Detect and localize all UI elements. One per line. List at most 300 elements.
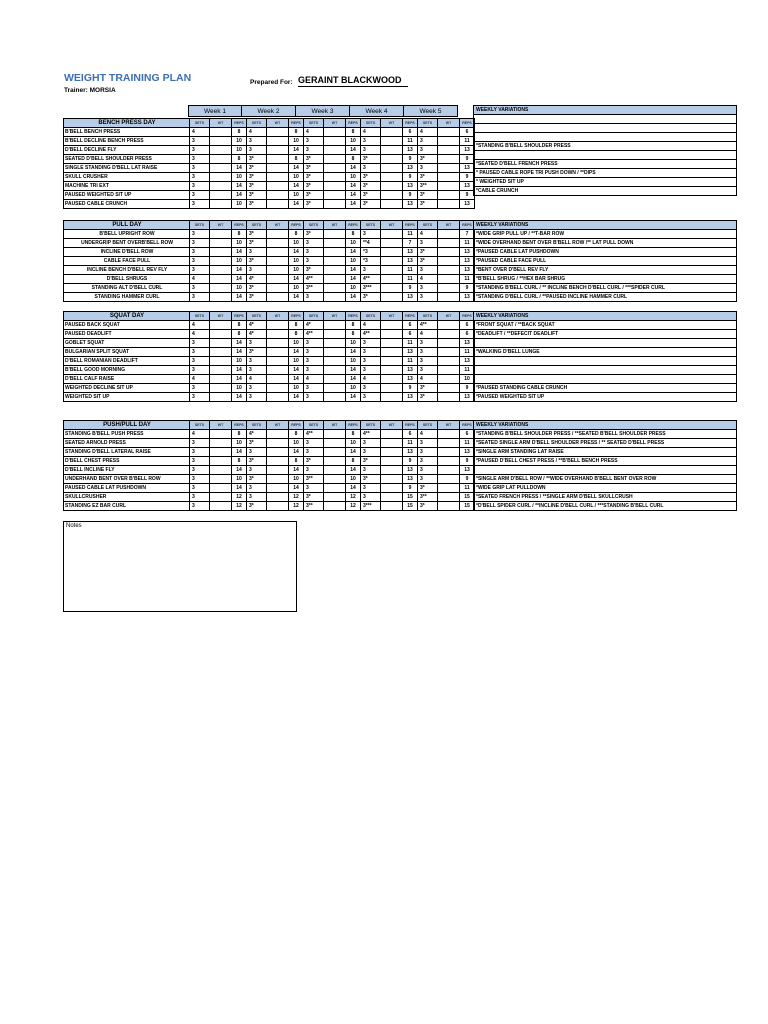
reps-cell[interactable]: 10: [289, 239, 304, 248]
sets-cell[interactable]: 3: [361, 439, 381, 448]
weight-cell[interactable]: [381, 484, 403, 493]
sets-cell[interactable]: 3: [361, 339, 381, 348]
weight-cell[interactable]: [381, 239, 403, 248]
weight-cell[interactable]: [381, 393, 403, 402]
reps-cell[interactable]: 8: [232, 128, 247, 137]
weight-cell[interactable]: [438, 128, 460, 137]
weight-cell[interactable]: [267, 375, 289, 384]
weight-cell[interactable]: [324, 137, 346, 146]
variation-cell[interactable]: *DEADLIFT / **DEFECIT DEADLIFT: [474, 330, 737, 339]
reps-cell[interactable]: 13: [460, 182, 475, 191]
weight-cell[interactable]: [210, 502, 232, 511]
sets-cell[interactable]: 3: [304, 137, 324, 146]
reps-cell[interactable]: 14: [346, 393, 361, 402]
variation-cell[interactable]: *SINGLE ARM D'BELL ROW / **WIDE OVERHAND B'BELL BENT OVER ROW: [474, 475, 737, 484]
weight-cell[interactable]: [210, 146, 232, 155]
weight-cell[interactable]: [438, 146, 460, 155]
weight-cell[interactable]: [267, 393, 289, 402]
weight-cell[interactable]: [267, 182, 289, 191]
reps-cell[interactable]: 8: [346, 128, 361, 137]
sets-cell[interactable]: 3: [190, 230, 210, 239]
weight-cell[interactable]: [210, 439, 232, 448]
sets-cell[interactable]: 3: [190, 439, 210, 448]
reps-cell[interactable]: 12: [289, 502, 304, 511]
reps-cell[interactable]: 8: [289, 457, 304, 466]
weight-cell[interactable]: [324, 493, 346, 502]
sets-cell[interactable]: 3: [418, 339, 438, 348]
sets-cell[interactable]: 3**: [304, 475, 324, 484]
weight-cell[interactable]: [438, 275, 460, 284]
sets-cell[interactable]: 3: [190, 357, 210, 366]
reps-cell[interactable]: 14: [289, 200, 304, 209]
reps-cell[interactable]: 10: [289, 439, 304, 448]
reps-cell[interactable]: 6: [460, 321, 475, 330]
variation-cell[interactable]: *WALKING D'BELL LUNGE: [474, 348, 737, 357]
sets-cell[interactable]: 4: [190, 275, 210, 284]
sets-cell[interactable]: 3*: [304, 182, 324, 191]
weight-cell[interactable]: [438, 257, 460, 266]
sets-cell[interactable]: 4: [418, 430, 438, 439]
sets-cell[interactable]: 3*: [247, 200, 267, 209]
reps-cell[interactable]: 12: [346, 502, 361, 511]
weight-cell[interactable]: [381, 257, 403, 266]
reps-cell[interactable]: 13: [460, 339, 475, 348]
reps-cell[interactable]: 8: [232, 330, 247, 339]
sets-cell[interactable]: 4: [190, 128, 210, 137]
reps-cell[interactable]: 13: [403, 475, 418, 484]
weight-cell[interactable]: [438, 502, 460, 511]
reps-cell[interactable]: 15: [403, 493, 418, 502]
reps-cell[interactable]: 10: [232, 137, 247, 146]
weight-cell[interactable]: [267, 146, 289, 155]
sets-cell[interactable]: 3*: [304, 164, 324, 173]
weight-cell[interactable]: [381, 230, 403, 239]
weight-cell[interactable]: [210, 248, 232, 257]
weight-cell[interactable]: [267, 439, 289, 448]
weight-cell[interactable]: [381, 164, 403, 173]
reps-cell[interactable]: 8: [346, 430, 361, 439]
reps-cell[interactable]: 9: [460, 457, 475, 466]
sets-cell[interactable]: 4*: [304, 321, 324, 330]
sets-cell[interactable]: 3*: [361, 293, 381, 302]
weight-cell[interactable]: [438, 248, 460, 257]
reps-cell[interactable]: 14: [346, 275, 361, 284]
reps-cell[interactable]: 9: [403, 155, 418, 164]
variation-cell[interactable]: [474, 115, 737, 124]
weight-cell[interactable]: [438, 266, 460, 275]
sets-cell[interactable]: 3: [190, 173, 210, 182]
variation-cell[interactable]: *STANDING B'BELL SHOULDER PRESS: [474, 142, 737, 151]
weight-cell[interactable]: [210, 266, 232, 275]
reps-cell[interactable]: 8: [346, 330, 361, 339]
reps-cell[interactable]: 9: [403, 457, 418, 466]
sets-cell[interactable]: 3: [361, 164, 381, 173]
sets-cell[interactable]: 4: [304, 375, 324, 384]
sets-cell[interactable]: 3: [418, 293, 438, 302]
reps-cell[interactable]: 11: [403, 439, 418, 448]
sets-cell[interactable]: 3*: [304, 191, 324, 200]
sets-cell[interactable]: 3*: [247, 230, 267, 239]
reps-cell[interactable]: 13: [403, 393, 418, 402]
notes-box[interactable]: [63, 521, 297, 612]
sets-cell[interactable]: 3*: [361, 200, 381, 209]
variation-cell[interactable]: [474, 339, 737, 348]
reps-cell[interactable]: 8: [289, 330, 304, 339]
weight-cell[interactable]: [267, 330, 289, 339]
reps-cell[interactable]: 11: [460, 439, 475, 448]
reps-cell[interactable]: 10: [346, 284, 361, 293]
sets-cell[interactable]: 3: [361, 137, 381, 146]
reps-cell[interactable]: 15: [403, 502, 418, 511]
sets-cell[interactable]: 4: [190, 330, 210, 339]
reps-cell[interactable]: 15: [460, 502, 475, 511]
sets-cell[interactable]: 3: [190, 393, 210, 402]
reps-cell[interactable]: 10: [232, 239, 247, 248]
weight-cell[interactable]: [438, 239, 460, 248]
sets-cell[interactable]: 4**: [304, 430, 324, 439]
sets-cell[interactable]: 3: [418, 366, 438, 375]
reps-cell[interactable]: 14: [232, 248, 247, 257]
reps-cell[interactable]: 14: [232, 366, 247, 375]
weight-cell[interactable]: [381, 384, 403, 393]
weight-cell[interactable]: [324, 284, 346, 293]
variation-cell[interactable]: [474, 366, 737, 375]
reps-cell[interactable]: 6: [460, 430, 475, 439]
reps-cell[interactable]: 10: [346, 357, 361, 366]
weight-cell[interactable]: [381, 173, 403, 182]
reps-cell[interactable]: 14: [346, 375, 361, 384]
variation-cell[interactable]: [474, 133, 737, 142]
reps-cell[interactable]: 13: [403, 293, 418, 302]
sets-cell[interactable]: 3*: [418, 393, 438, 402]
weight-cell[interactable]: [267, 430, 289, 439]
sets-cell[interactable]: 3: [247, 137, 267, 146]
reps-cell[interactable]: 14: [346, 182, 361, 191]
weight-cell[interactable]: [210, 239, 232, 248]
variation-cell[interactable]: *SEATED SINGLE ARM D'BELL SHOULDER PRESS / ** SEATED D'BELL PRESS: [474, 439, 737, 448]
weight-cell[interactable]: [210, 375, 232, 384]
reps-cell[interactable]: 10: [232, 284, 247, 293]
reps-cell[interactable]: 13: [403, 366, 418, 375]
variation-cell[interactable]: *PAUSED CABLE LAT PUSHDOWN: [474, 248, 737, 257]
sets-cell[interactable]: 3: [190, 137, 210, 146]
reps-cell[interactable]: 8: [289, 155, 304, 164]
weight-cell[interactable]: [381, 439, 403, 448]
reps-cell[interactable]: 14: [289, 375, 304, 384]
reps-cell[interactable]: 8: [232, 457, 247, 466]
sets-cell[interactable]: 3: [418, 357, 438, 366]
reps-cell[interactable]: 14: [289, 448, 304, 457]
weight-cell[interactable]: [210, 284, 232, 293]
weight-cell[interactable]: [210, 475, 232, 484]
reps-cell[interactable]: 10: [289, 475, 304, 484]
sets-cell[interactable]: 3: [190, 284, 210, 293]
weight-cell[interactable]: [210, 230, 232, 239]
reps-cell[interactable]: 8: [232, 430, 247, 439]
weight-cell[interactable]: [267, 284, 289, 293]
reps-cell[interactable]: 14: [289, 275, 304, 284]
sets-cell[interactable]: 4: [247, 375, 267, 384]
sets-cell[interactable]: 3: [247, 248, 267, 257]
reps-cell[interactable]: 11: [460, 137, 475, 146]
sets-cell[interactable]: 3: [304, 393, 324, 402]
reps-cell[interactable]: 14: [232, 348, 247, 357]
sets-cell[interactable]: 3: [418, 439, 438, 448]
weight-cell[interactable]: [381, 155, 403, 164]
reps-cell[interactable]: 8: [232, 321, 247, 330]
weight-cell[interactable]: [381, 502, 403, 511]
weight-cell[interactable]: [267, 173, 289, 182]
sets-cell[interactable]: 4**: [361, 275, 381, 284]
variation-cell[interactable]: *CABLE CRUNCH: [474, 187, 737, 196]
weight-cell[interactable]: [210, 173, 232, 182]
weight-cell[interactable]: [210, 330, 232, 339]
reps-cell[interactable]: 13: [403, 164, 418, 173]
weight-cell[interactable]: [324, 173, 346, 182]
reps-cell[interactable]: 14: [346, 448, 361, 457]
reps-cell[interactable]: 9: [460, 284, 475, 293]
sets-cell[interactable]: 3*: [361, 191, 381, 200]
sets-cell[interactable]: 3: [247, 146, 267, 155]
weight-cell[interactable]: [210, 293, 232, 302]
weight-cell[interactable]: [210, 384, 232, 393]
sets-cell[interactable]: 3: [247, 448, 267, 457]
sets-cell[interactable]: 3: [304, 484, 324, 493]
sets-cell[interactable]: 3*: [247, 239, 267, 248]
weight-cell[interactable]: [324, 357, 346, 366]
reps-cell[interactable]: 14: [232, 266, 247, 275]
weight-cell[interactable]: [438, 448, 460, 457]
weight-cell[interactable]: [381, 330, 403, 339]
reps-cell[interactable]: 6: [460, 330, 475, 339]
reps-cell[interactable]: 11: [403, 357, 418, 366]
reps-cell[interactable]: 9: [403, 191, 418, 200]
reps-cell[interactable]: 14: [289, 366, 304, 375]
reps-cell[interactable]: 15: [460, 493, 475, 502]
reps-cell[interactable]: 14: [232, 164, 247, 173]
weight-cell[interactable]: [210, 191, 232, 200]
variation-cell[interactable]: *PAUSED STANDING CABLE CRUNCH: [474, 384, 737, 393]
weight-cell[interactable]: [438, 466, 460, 475]
sets-cell[interactable]: 3: [361, 393, 381, 402]
reps-cell[interactable]: 14: [289, 182, 304, 191]
reps-cell[interactable]: 11: [460, 484, 475, 493]
sets-cell[interactable]: 3*: [361, 173, 381, 182]
sets-cell[interactable]: 3**: [418, 182, 438, 191]
sets-cell[interactable]: 3: [190, 146, 210, 155]
reps-cell[interactable]: 13: [403, 200, 418, 209]
reps-cell[interactable]: 13: [460, 357, 475, 366]
weight-cell[interactable]: [267, 155, 289, 164]
sets-cell[interactable]: 3: [190, 348, 210, 357]
sets-cell[interactable]: 3: [361, 357, 381, 366]
weight-cell[interactable]: [381, 128, 403, 137]
weight-cell[interactable]: [210, 339, 232, 348]
sets-cell[interactable]: 3***: [361, 284, 381, 293]
weight-cell[interactable]: [210, 155, 232, 164]
weight-cell[interactable]: [381, 191, 403, 200]
weight-cell[interactable]: [381, 248, 403, 257]
reps-cell[interactable]: 13: [403, 146, 418, 155]
sets-cell[interactable]: 3: [304, 448, 324, 457]
variation-cell[interactable]: *BENT OVER D'BELL REV FLY: [474, 266, 737, 275]
reps-cell[interactable]: 14: [346, 248, 361, 257]
reps-cell[interactable]: 14: [232, 393, 247, 402]
weight-cell[interactable]: [267, 321, 289, 330]
sets-cell[interactable]: 3: [190, 182, 210, 191]
sets-cell[interactable]: 3: [418, 475, 438, 484]
reps-cell[interactable]: 10: [289, 137, 304, 146]
weight-cell[interactable]: [267, 484, 289, 493]
sets-cell[interactable]: 3: [304, 293, 324, 302]
weight-cell[interactable]: [210, 430, 232, 439]
weight-cell[interactable]: [324, 146, 346, 155]
reps-cell[interactable]: 9: [460, 173, 475, 182]
reps-cell[interactable]: 10: [232, 200, 247, 209]
sets-cell[interactable]: 3*: [247, 293, 267, 302]
reps-cell[interactable]: 14: [289, 348, 304, 357]
variation-cell[interactable]: *B'BELL SHRUG / **HEX BAR SHRUG: [474, 275, 737, 284]
sets-cell[interactable]: 3*: [304, 155, 324, 164]
weight-cell[interactable]: [438, 155, 460, 164]
reps-cell[interactable]: 10: [232, 475, 247, 484]
sets-cell[interactable]: 4**: [418, 321, 438, 330]
sets-cell[interactable]: 4*: [247, 321, 267, 330]
variation-cell[interactable]: *FRONT SQUAT / **BACK SQUAT: [474, 321, 737, 330]
weight-cell[interactable]: [381, 137, 403, 146]
variation-cell[interactable]: *D'BELL SPIDER CURL / **INCLINE D'BELL CURL / ***STANDING B'BELL CURL: [474, 502, 737, 511]
reps-cell[interactable]: 11: [460, 348, 475, 357]
reps-cell[interactable]: 13: [460, 164, 475, 173]
weight-cell[interactable]: [438, 293, 460, 302]
weight-cell[interactable]: [324, 448, 346, 457]
reps-cell[interactable]: 14: [346, 366, 361, 375]
weight-cell[interactable]: [267, 357, 289, 366]
weight-cell[interactable]: [381, 200, 403, 209]
weight-cell[interactable]: [210, 448, 232, 457]
sets-cell[interactable]: 3**: [418, 493, 438, 502]
sets-cell[interactable]: 3: [418, 348, 438, 357]
weight-cell[interactable]: [267, 457, 289, 466]
weight-cell[interactable]: [324, 164, 346, 173]
reps-cell[interactable]: 8: [232, 230, 247, 239]
weight-cell[interactable]: [381, 339, 403, 348]
reps-cell[interactable]: 10: [289, 266, 304, 275]
weight-cell[interactable]: [267, 493, 289, 502]
reps-cell[interactable]: 12: [232, 502, 247, 511]
reps-cell[interactable]: 14: [232, 484, 247, 493]
weight-cell[interactable]: [324, 248, 346, 257]
reps-cell[interactable]: 13: [460, 448, 475, 457]
reps-cell[interactable]: 14: [346, 348, 361, 357]
sets-cell[interactable]: 3*: [361, 475, 381, 484]
reps-cell[interactable]: 12: [232, 493, 247, 502]
sets-cell[interactable]: 3*: [304, 493, 324, 502]
weight-cell[interactable]: [381, 357, 403, 366]
reps-cell[interactable]: 14: [232, 293, 247, 302]
variation-cell[interactable]: *STANDING B'BELL SHOULDER PRESS / **SEATED B'BELL SHOULDER PRESS: [474, 430, 737, 439]
weight-cell[interactable]: [438, 182, 460, 191]
weight-cell[interactable]: [438, 457, 460, 466]
sets-cell[interactable]: 4: [418, 375, 438, 384]
sets-cell[interactable]: 3: [247, 357, 267, 366]
sets-cell[interactable]: 3: [304, 384, 324, 393]
weight-cell[interactable]: [381, 475, 403, 484]
variation-cell[interactable]: [474, 357, 737, 366]
sets-cell[interactable]: 4**: [361, 430, 381, 439]
reps-cell[interactable]: 9: [403, 484, 418, 493]
reps-cell[interactable]: 8: [289, 230, 304, 239]
sets-cell[interactable]: 3**: [304, 502, 324, 511]
weight-cell[interactable]: [438, 191, 460, 200]
reps-cell[interactable]: 13: [460, 466, 475, 475]
sets-cell[interactable]: 3*: [304, 200, 324, 209]
weight-cell[interactable]: [210, 321, 232, 330]
reps-cell[interactable]: 13: [403, 448, 418, 457]
weight-cell[interactable]: [381, 457, 403, 466]
reps-cell[interactable]: 10: [289, 357, 304, 366]
reps-cell[interactable]: 8: [232, 155, 247, 164]
sets-cell[interactable]: 3: [190, 339, 210, 348]
reps-cell[interactable]: 11: [403, 137, 418, 146]
reps-cell[interactable]: 9: [403, 384, 418, 393]
sets-cell[interactable]: 3: [190, 366, 210, 375]
weight-cell[interactable]: [267, 466, 289, 475]
weight-cell[interactable]: [381, 266, 403, 275]
sets-cell[interactable]: 3: [190, 155, 210, 164]
sets-cell[interactable]: 3: [190, 457, 210, 466]
sets-cell[interactable]: 3*: [361, 182, 381, 191]
weight-cell[interactable]: [267, 200, 289, 209]
weight-cell[interactable]: [210, 164, 232, 173]
weight-cell[interactable]: [438, 393, 460, 402]
weight-cell[interactable]: [438, 137, 460, 146]
weight-cell[interactable]: [438, 375, 460, 384]
reps-cell[interactable]: 14: [346, 200, 361, 209]
sets-cell[interactable]: 4: [418, 230, 438, 239]
sets-cell[interactable]: 3: [247, 393, 267, 402]
reps-cell[interactable]: 10: [232, 257, 247, 266]
weight-cell[interactable]: [210, 348, 232, 357]
sets-cell[interactable]: 4: [361, 375, 381, 384]
sets-cell[interactable]: 3: [361, 366, 381, 375]
reps-cell[interactable]: 13: [403, 466, 418, 475]
reps-cell[interactable]: 14: [232, 448, 247, 457]
sets-cell[interactable]: 3*: [304, 230, 324, 239]
sets-cell[interactable]: 3*: [247, 502, 267, 511]
sets-cell[interactable]: 3: [247, 339, 267, 348]
reps-cell[interactable]: 13: [460, 393, 475, 402]
sets-cell[interactable]: *3: [361, 248, 381, 257]
reps-cell[interactable]: 10: [346, 239, 361, 248]
sets-cell[interactable]: 3*: [247, 475, 267, 484]
reps-cell[interactable]: 14: [289, 164, 304, 173]
variation-cell[interactable]: *STANDING D'BELL CURL / **PAUSED INCLINE HAMMER CURL: [474, 293, 737, 302]
weight-cell[interactable]: [267, 164, 289, 173]
weight-cell[interactable]: [438, 330, 460, 339]
weight-cell[interactable]: [438, 164, 460, 173]
sets-cell[interactable]: 3: [247, 484, 267, 493]
sets-cell[interactable]: 3: [190, 466, 210, 475]
reps-cell[interactable]: 13: [460, 293, 475, 302]
reps-cell[interactable]: 14: [232, 339, 247, 348]
reps-cell[interactable]: 14: [232, 275, 247, 284]
weight-cell[interactable]: [438, 339, 460, 348]
sets-cell[interactable]: 3: [304, 146, 324, 155]
reps-cell[interactable]: 10: [232, 439, 247, 448]
weight-cell[interactable]: [381, 182, 403, 191]
reps-cell[interactable]: 8: [289, 430, 304, 439]
